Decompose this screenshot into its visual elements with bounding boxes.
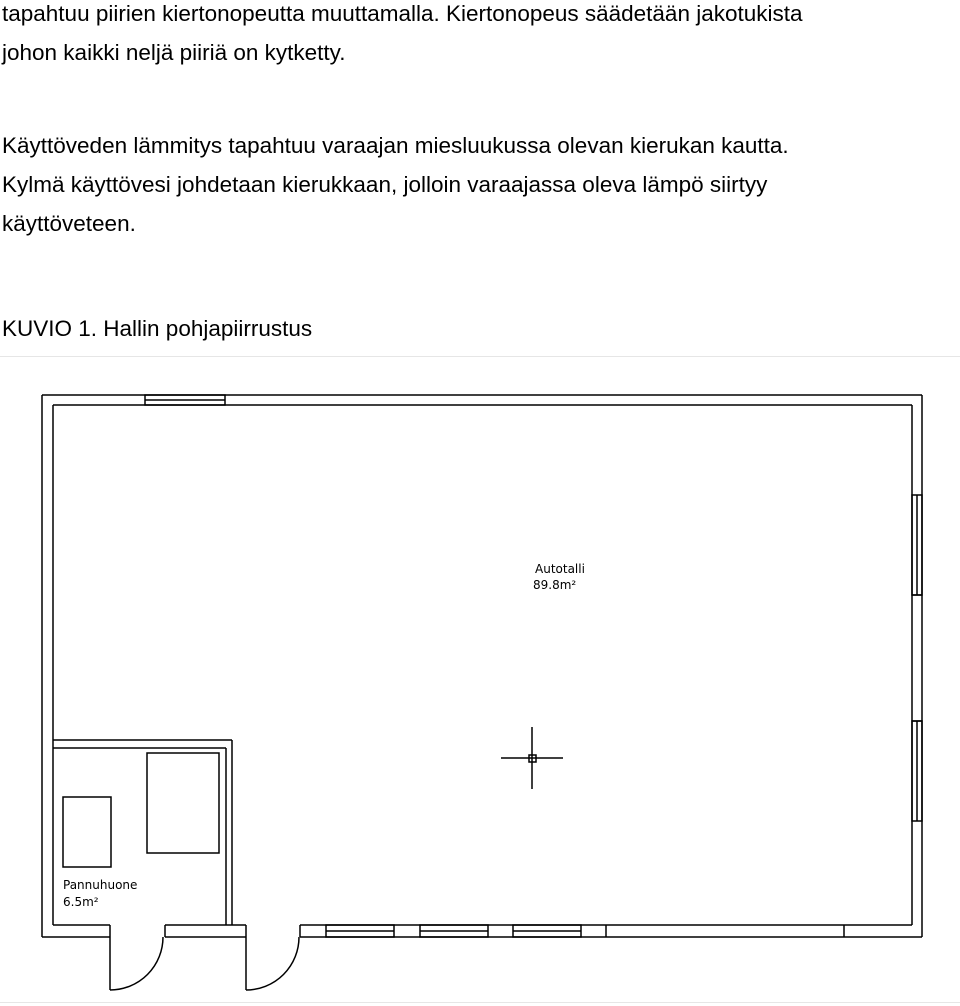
paragraph-1: [2, 0, 960, 72]
inner-walls: [53, 405, 912, 925]
boiler-room-equipment: [63, 753, 219, 867]
figure-caption: [2, 309, 960, 348]
figure-bottom-border: [0, 1002, 960, 1003]
right-windows: [912, 495, 922, 821]
paragraph-2-line-2: Kylmä käyttövesi johdetaan kierukkaan, jolloin varaajassa oleva lämpö siirtyy: [2, 172, 768, 197]
room-area-pannuhuone: 6.5m²: [63, 895, 99, 909]
figure-caption-text: KUVIO 1. Hallin pohjapiirrustus: [2, 316, 313, 341]
door-jambs: [110, 925, 300, 937]
floor-plan-drawing: [0, 357, 960, 1002]
room-area-autotalli: 89.8m²: [533, 578, 577, 592]
paragraph-1-line-2: johon kaikki neljä piiriä on kytketty.: [2, 40, 346, 65]
room-label-pannuhuone: Pannuhuone: [63, 878, 138, 892]
floor-plan-lines: [42, 395, 922, 990]
door-swings: [110, 937, 299, 990]
paragraph-2-line-3: käyttöveteen.: [2, 211, 136, 236]
paragraph-2-line-1: Käyttöveden lämmitys tapahtuu varaajan miesluukussa olevan kierukan kautta.: [2, 133, 789, 158]
outer-walls: [42, 395, 922, 937]
bottom-windows: [326, 925, 844, 937]
room-label-autotalli: Autotalli: [535, 562, 585, 576]
crosshair-marker: [501, 727, 563, 789]
paragraph-2: [2, 126, 960, 243]
top-window: [145, 395, 225, 405]
paragraph-1-line-1: tapahtuu piirien kiertonopeutta muuttamalla. Kiertonopeus säädetään jakotukista: [2, 1, 803, 26]
